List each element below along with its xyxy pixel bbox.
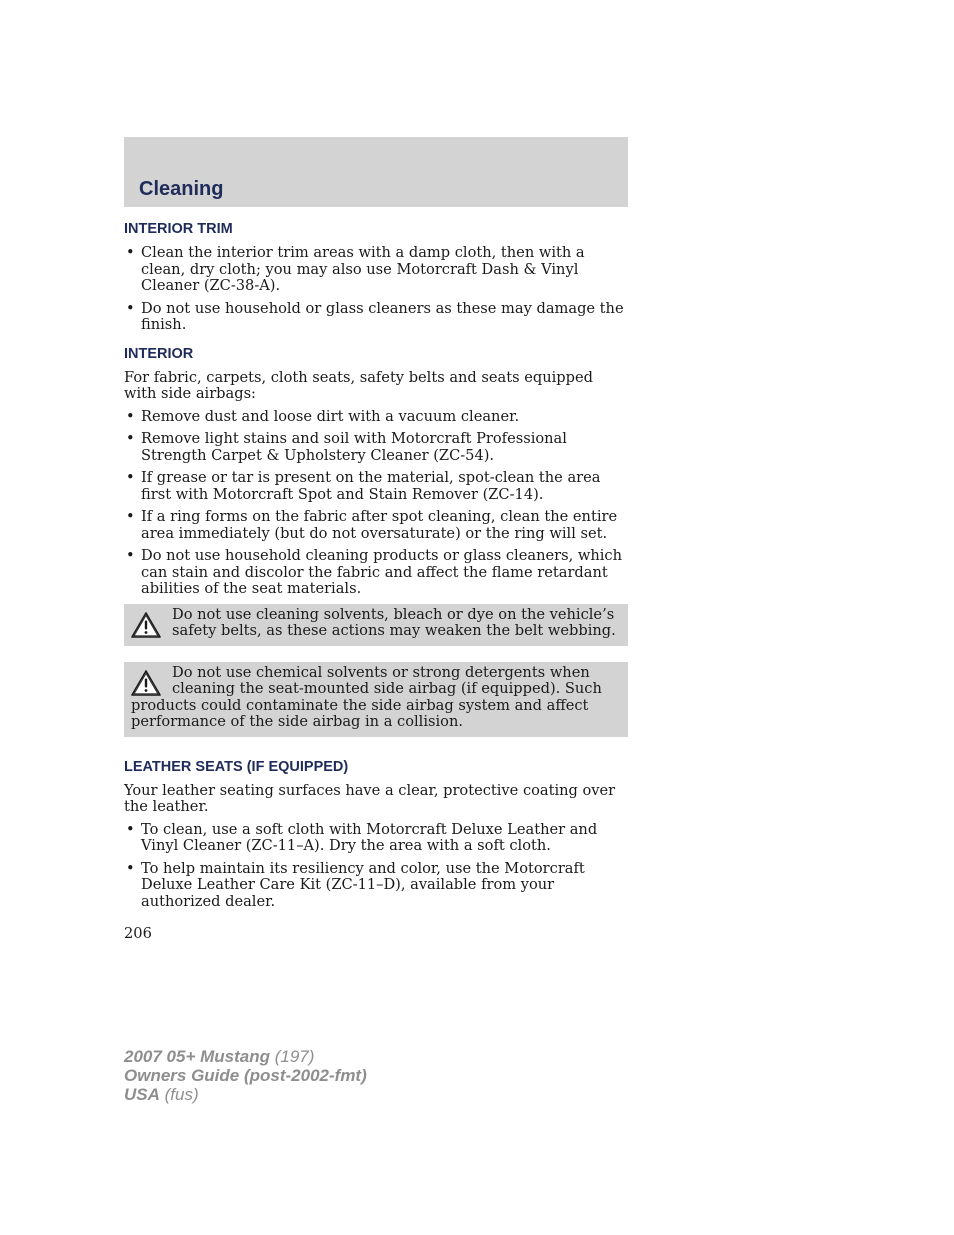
- page-content: [124, 221, 628, 916]
- footer-market: USA: [124, 1085, 160, 1104]
- list-item: • If grease or tar is present on the material, spot-clean the area first with Motorcraft Spot and Stain Remover (ZC-14).: [124, 470, 628, 503]
- section-header-band: [124, 137, 628, 207]
- heading-interior: INTERIOR: [124, 345, 194, 362]
- heading-leather-seats: LEATHER SEATS (IF EQUIPPED): [124, 758, 349, 775]
- list-item: • Remove dust and loose dirt with a vacuum cleaner.: [124, 409, 628, 426]
- footer-guide: Owners Guide (post-2002-fmt): [124, 1066, 367, 1085]
- warning-triangle-icon: [130, 669, 162, 697]
- list-item: • If a ring forms on the fabric after spot cleaning, clean the entire area immediately (but do not oversaturate) or the ring will set.: [124, 509, 628, 542]
- interior-intro: For fabric, carpets, cloth seats, safety belts and seats equipped with side airbags:: [124, 368, 593, 402]
- list-item: • Do not use household cleaning products or glass cleaners, which can stain and discolor the fabric and affect the flame retardant abilities of the seat materials.: [124, 548, 628, 598]
- warning-box-side-airbag: [124, 662, 628, 737]
- leather-intro: Your leather seating surfaces have a clear, protective coating over the leather.: [124, 781, 616, 815]
- list-item: • To clean, use a soft cloth with Motorcraft Deluxe Leather and Vinyl Cleaner (ZC-11–A). Dry the area with a soft cloth.: [124, 822, 628, 855]
- warning-box-safety-belts: [124, 604, 628, 646]
- warning-text: Do not use cleaning solvents, bleach or dye on the vehicle’s safety belts, as these actions may weaken the belt webbing.: [172, 605, 616, 639]
- footer-model-code: (197): [270, 1047, 315, 1066]
- list-item: • Do not use household or glass cleaners as these may damage the finish.: [124, 301, 628, 334]
- list-item: • To help maintain its resiliency and color, use the Motorcraft Deluxe Leather Care Kit (ZC-11–D), available from your authorized dealer.: [124, 861, 628, 911]
- document-footer: [124, 1047, 367, 1104]
- footer-line: [124, 1085, 367, 1104]
- leather-list: [124, 822, 628, 911]
- footer-line: [124, 1047, 367, 1066]
- list-item: • Remove light stains and soil with Motorcraft Professional Strength Carpet & Upholstery Cleaner (ZC-54).: [124, 431, 628, 464]
- page-number: 206: [124, 925, 152, 942]
- warning-text: Do not use chemical solvents or strong detergents when cleaning the seat-mounted side airbag (if equipped). Such products could contaminate the side airbag system and affect performance of the side airbag in a collision.: [131, 663, 602, 730]
- list-item: • Clean the interior trim areas with a damp cloth, then with a clean, dry cloth; you may also use Motorcraft Dash & Vinyl Cleaner (ZC-38-A).: [124, 245, 628, 295]
- interior-list: [124, 409, 628, 598]
- footer-market-code: (fus): [159, 1085, 199, 1104]
- footer-line: [124, 1066, 367, 1085]
- footer-model: 2007 05+ Mustang: [124, 1047, 270, 1066]
- warning-triangle-icon: [130, 611, 162, 639]
- heading-interior-trim: INTERIOR TRIM: [124, 221, 233, 237]
- interior-trim-list: [124, 245, 628, 334]
- section-title: Cleaning: [139, 178, 224, 200]
